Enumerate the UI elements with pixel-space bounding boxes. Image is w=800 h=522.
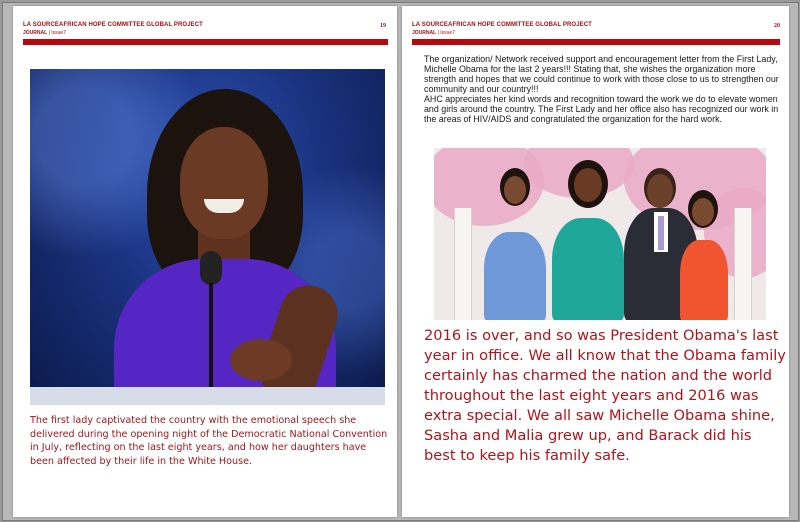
microphone-icon [200, 251, 222, 285]
header-journal [23, 30, 66, 36]
page-number: 20 [774, 23, 780, 29]
photo-caption: The first lady captivated the country with the emotional speech she delivered during the opening night of the Democratic National Convention in July, reflecting on the last eight years, and how her daughters have been affected by their life in the White House. [30, 415, 388, 467]
family-caption: 2016 is over, and so was President Obama's last year in office. We all know that the Obama family certainly has charmed the nation and the world throughout the last eight years and 2016 was extra special. We all saw Michelle Obama shine, Sasha and Malia grew up, and Barack did his best to keep his family safe. [424, 327, 786, 464]
page-number: 19 [380, 23, 386, 29]
journal-label: JOURNAL [23, 30, 48, 36]
header-rule [412, 39, 780, 45]
photo-face [180, 127, 268, 239]
journal-label: JOURNAL [412, 30, 437, 36]
issue-label: | Issue7 [48, 30, 66, 36]
page-19 [13, 6, 397, 517]
photo-person-sasha [680, 240, 728, 320]
obama-family-photo [434, 148, 766, 320]
header-title: LA SOURCEAFRICAN HOPE COMMITTEE GLOBAL PROJECT [23, 22, 203, 28]
photo-person-michelle [552, 218, 624, 320]
photo-person-malia [484, 232, 546, 320]
header-title: LA SOURCEAFRICAN HOPE COMMITTEE GLOBAL PROJECT [412, 22, 592, 28]
header-rule [23, 39, 388, 45]
photo-hand [230, 339, 292, 381]
body-paragraph: The organization/ Network received support and encouragement letter from the First Lady, Michelle Obama for the last 2 years!!! Stating that, she wishes the organization more strength and hopes that we could continue to work with those close to us to strengthen our community and our country!!! [424, 54, 779, 94]
header-journal [412, 30, 455, 36]
first-lady-speech-photo [30, 69, 385, 405]
page-20 [402, 6, 789, 517]
body-text [424, 54, 784, 124]
viewer-frame [2, 2, 799, 521]
issue-label: | Issue7 [437, 30, 455, 36]
body-paragraph: AHC appreciates her kind words and recognition toward the work we do to elevate women and girls around the country. The First Lady and her office also has recognized our work in the areas of HIV/AIDS and congratulated the organization for the hard work. [424, 94, 779, 124]
